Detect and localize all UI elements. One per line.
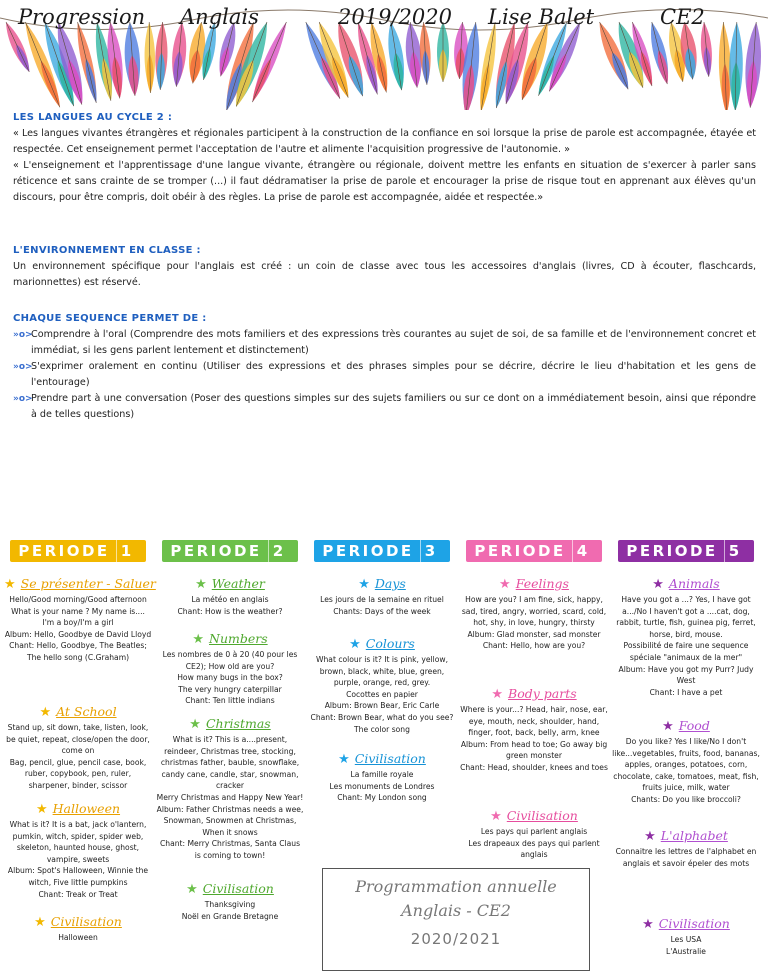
feather-icon [699,22,714,78]
theme-title-text: Days [374,576,406,591]
section-title-environnement: L'ENVIRONNEMENT EN CLASSE : [13,245,201,256]
theme-title [460,686,608,702]
theme-title-text: Colours [365,636,415,651]
theme-block [156,875,304,922]
theme-title-text: Food [678,718,710,733]
theme-block [4,795,152,900]
period-badge [314,540,449,562]
theme-title [612,718,760,734]
period-badge [618,540,753,562]
theme-title-text: Animals [668,576,720,591]
theme-title [308,576,456,592]
header-teacher: Lise Balet [488,5,595,29]
sequence-bullet [13,391,756,423]
theme-title [612,916,760,932]
theme-title [4,801,152,817]
theme-content: Hello/Good morning/Good afternoon What is your name ? My name is.... I'm a boy/I'm a girl Album: Hello, Goodbye de David Lloyd Chant: Hello, Goodbye, The Beatles; The hello song (C.Graham) [4,595,152,662]
theme-block [4,698,152,792]
theme-title [308,751,456,767]
theme-block [612,910,760,957]
period-number: 1 [116,540,138,562]
period-number: 2 [268,540,290,562]
theme-content: Les USA L'Australie [666,935,706,956]
theme-content: La famille royale Les monuments de Londres Chant: My London song [329,770,435,803]
theme-content: La météo en anglais Chant: How is the weather? [177,595,283,616]
header-year: 2019/2020 [338,5,452,29]
header-title-progression: Progression [18,5,146,29]
star-icon: ★ [195,577,207,592]
theme-content: Les pays qui parlent anglais Les drapeaux des pays qui parlent anglais [468,827,600,860]
theme-title [156,881,304,897]
section-environnement [13,243,756,291]
period-label: PERIODE [170,542,262,560]
theme-title-text: Weather [211,576,265,591]
bullet-text: Prendre part à une conversation (Poser des questions simples sur des sujets familiers ou sur ce dont on a immédiatement besoin, ainsi que répondre à de telles questions) [31,393,756,420]
theme-block [156,570,304,617]
feather-icon [728,22,743,110]
theme-block [308,630,456,735]
feather-icon [743,21,764,108]
star-icon: ★ [490,809,502,824]
theme-content: Thanksgiving Noël en Grande Bretagne [181,900,279,921]
theme-block [156,710,304,862]
period-label: PERIODE [474,542,566,560]
period-label: PERIODE [626,542,718,560]
header-subject: Anglais [180,5,259,29]
theme-title [308,636,456,652]
theme-content: Les nombres de 0 à 20 (40 pour les CE2); How old are you? How many bugs in the box? The very hungry caterpillar Chant: Ten little indians [162,650,298,706]
star-icon: ★ [34,915,46,930]
star-icon: ★ [499,577,511,592]
period-column-2 [156,540,304,921]
section-title-langues: LES LANGUES AU CYCLE 2 : [13,112,173,123]
sequence-bullet [13,327,756,359]
feather-icon [122,21,142,96]
theme-title [4,576,156,592]
theme-content: Les jours de la semaine en rituel Chants: Days of the week [320,595,444,616]
star-icon: ★ [652,577,664,592]
theme-content: Do you like? Yes I like/No I don't like...vegetables, fruits, food, bananas, apples, oranges, potatoes, corn, chocolate, cake, tomatoes, meat, fish, fruits juice, milk, water Chants: Do you like broccoli? [612,737,760,804]
feather-icon [144,22,156,93]
theme-title-text: Civilisation [202,881,274,896]
theme-title [612,828,760,844]
period-number: 3 [420,540,442,562]
theme-title-text: L'alphabet [660,828,728,843]
star-icon: ★ [358,577,370,592]
sequence-bullet [13,359,756,391]
theme-title [460,576,608,592]
period-column-5 [612,540,760,956]
star-icon: ★ [192,632,204,647]
star-icon: ★ [642,917,654,932]
star-icon: ★ [644,829,656,844]
period-label: PERIODE [18,542,110,560]
theme-block [4,908,152,944]
period-number: 5 [724,540,746,562]
period-number: 4 [572,540,594,562]
section-sequence [13,311,756,423]
quote-paragraph-2: « L'enseignement et l'apprentissage d'une langue vivante, étrangère ou régionale, doivent mettre les enfants en situation de s'exercer à parler sans réticence et sans crainte de se tromper (...) il faut dédramatiser la prise de parole et encourager la prise de risque tout en apprenant aux élèves qu'un discours, pour être compris, doit obéir à des règles. La prise de parole est accompagnée, aidée et respectée.» [13,160,756,203]
theme-block [308,570,456,617]
theme-title [156,576,304,592]
period-column-4 [460,540,608,860]
theme-content: What is it? It is a bat, jack o'lantern, pumkin, witch, spider, spider web, skeleton, haunted house, ghost, vampire, sweets Album: Spot's Halloween, Winnie the witch, Five little pumpkins Chant: Treak or Treat [7,820,149,899]
theme-content: Have you got a ...? Yes, I have got a.../No I haven't got a ....cat, dog, rabbit, turtle, fish, guinea pig, ferret, horse, bird, mouse. Possibilité de faire une sequence spéciale "animaux de la mer" Album: Have you got my Purr? Judy West Chant: I have a pet [616,595,756,697]
header-class-level: CE2 [660,5,705,29]
theme-title [156,631,304,647]
period-badge [466,540,601,562]
theme-title [4,914,152,930]
program-subject: Anglais - CE2 [401,901,511,920]
arrow-bullet-icon: »o> [13,330,33,340]
theme-title-text: Civilisation [354,751,426,766]
arrow-bullet-icon: »o> [13,362,33,372]
theme-title-text: Se présenter - Saluer [20,576,156,591]
theme-block [460,802,608,861]
theme-content: Connaitre les lettres de l'alphabet en anglais et savoir épeler des mots [615,847,757,868]
star-icon: ★ [35,802,48,817]
period-column-1 [4,540,156,942]
bullet-text: Comprendre à l'oral (Comprendre des mots familiers et des expressions très courantes au sujet de soi, de sa famille et de l'environnement concret et immédiat, si les gens parlent lentement et distinctement) [31,329,756,356]
theme-title [4,704,152,720]
theme-block [612,712,760,806]
star-icon: ★ [186,882,198,897]
theme-block [460,680,608,774]
theme-title [156,716,304,732]
star-icon: ★ [662,719,674,734]
theme-block [156,625,304,707]
theme-title-text: Body parts [508,686,577,701]
feather-icon [437,22,449,82]
theme-title [460,808,608,824]
theme-block [4,570,156,664]
star-icon: ★ [349,637,361,652]
feather-icon [154,22,168,90]
star-icon: ★ [39,705,52,720]
theme-block [612,570,760,698]
period-column-3 [308,540,456,803]
star-icon: ★ [338,752,350,767]
quote-paragraph-1: « Les langues vivantes étrangères et régionales participent à la construction de la confiance en soi lorsque la prise de parole est accompagnée, étayée et respectée. Cet enseignement permet l'acceptation de l'autre et alimente l'acquisition progressive de l'autonomie. » [13,128,756,155]
period-badge [10,540,145,562]
feather-icon [418,22,432,85]
theme-content: Halloween [58,933,98,942]
theme-content: What is it? This is a....present, reindeer, Christmas tree, stocking, christmas father, bauble, snowflake, candy cane, candle, star, snowman, cracker Merry Christmas and Happy New Year! Album: Father Christmas needs a wee, Snowman, Snowmen at Christmas, When it snows Chant: Merry Christmas, Santa Claus is coming to town! [156,735,304,860]
theme-content: What colour is it? It is pink, yellow, brown, black, white, blue, green, purple, orange, red, grey. Cocottes en papier Album: Brown Bear, Eric Carle Chant: Brown Bear, what do you see? The color song [310,655,454,734]
section-title-sequence: CHAQUE SEQUENCE PERMET DE : [13,313,207,324]
feather-icon [384,21,408,91]
bullet-text: S'exprimer oralement en continu (Utiliser des expressions et des phrases simples pour se décrire, décrire le lieu d'habitation et les gens de l'entourage) [31,361,756,388]
theme-title-text: Halloween [52,801,121,816]
program-box [322,868,590,971]
star-icon: ★ [189,717,201,732]
period-badge [162,540,297,562]
theme-title [612,576,760,592]
section-langues-cycle2 [13,110,756,206]
theme-title-text: Civilisation [506,808,578,823]
theme-title-text: At School [56,704,117,719]
theme-title-text: Feelings [515,576,569,591]
period-label: PERIODE [322,542,414,560]
star-icon: ★ [491,687,504,702]
theme-title-text: Civilisation [658,916,730,931]
star-icon: ★ [4,577,16,592]
theme-block [308,745,456,804]
theme-content: How are you? I am fine, sick, happy, sad, tired, angry, worried, scard, cold, hot, shy, in love, hungry, thirsty Album: Glad monster, sad monster Chant: Hello, how are you? [461,595,607,651]
theme-title-text: Civilisation [50,914,122,929]
feather-icon [170,21,189,87]
theme-title-text: Numbers [209,631,268,646]
environnement-paragraph: Un environnement spécifique pour l'anglais est créé : un coin de classe avec tous les accessoires d'anglais (livres, CD à écouter, flaschcards, marionnettes) est réservé. [13,261,756,288]
theme-content: Where is your...? Head, hair, nose, ear, eye, mouth, neck, shoulder, hand, finger, foot, back, belly, arm, knee Album: From head to toe; Go away big green monster Chant: Head, shoulder, knees and toes [460,705,608,772]
program-year: 2020/2021 [410,930,502,948]
theme-content: Stand up, sit down, take, listen, look, be quiet, repeat, close/open the door, come on Bag, pencil, glue, pencil case, book, ruber, copybook, pen, ruler, sharpener, binder, scissor [6,723,150,790]
arrow-bullet-icon: »o> [13,394,33,404]
theme-block [460,570,608,652]
program-title: Programmation annuelle [355,877,557,896]
theme-title-text: Christmas [205,716,271,731]
theme-block [612,822,760,869]
